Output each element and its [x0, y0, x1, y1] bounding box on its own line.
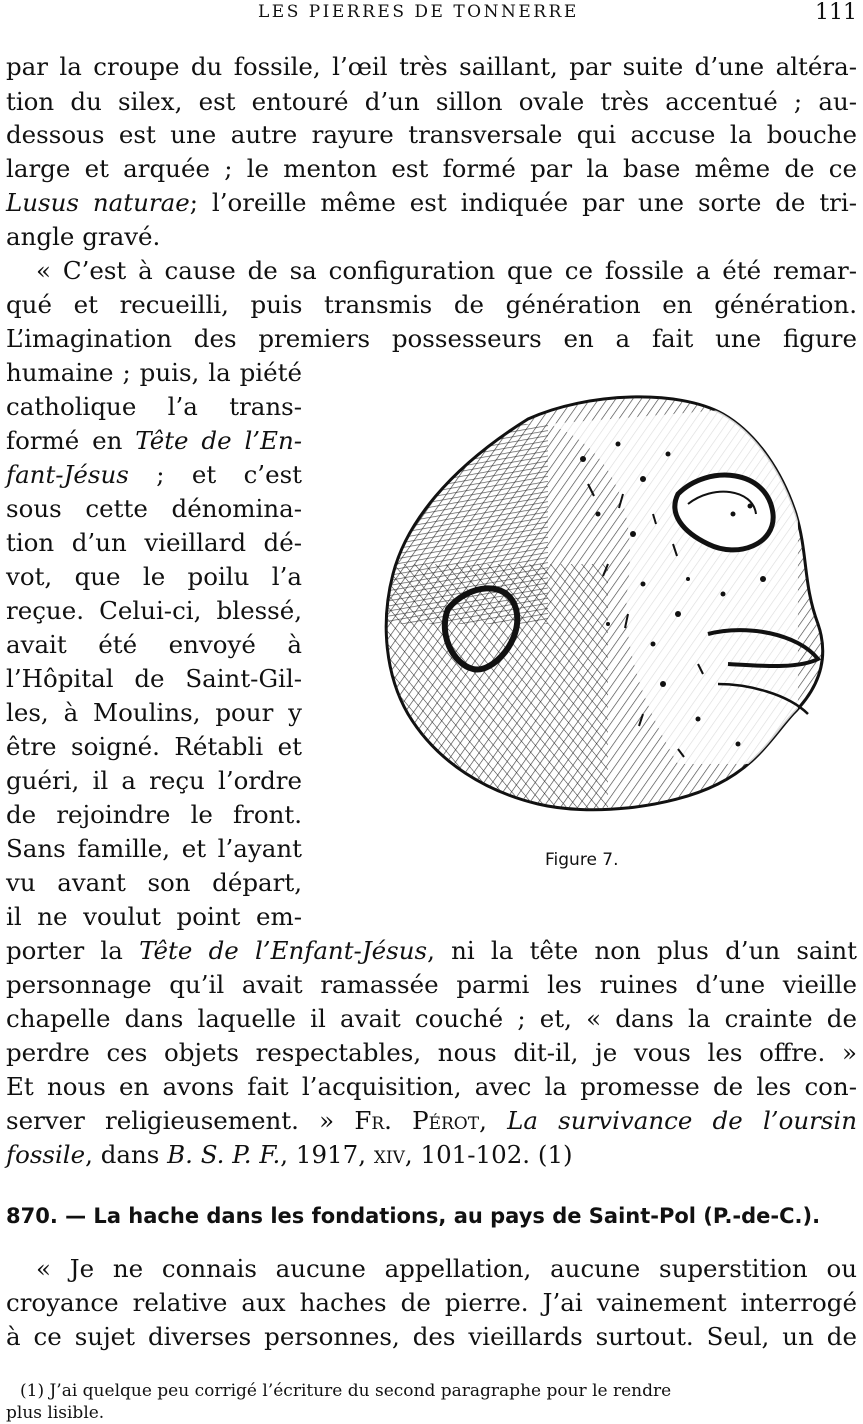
text-line: humaine ; puis, la piété	[6, 358, 302, 387]
text-line: chapelle dans laquelle il avait couché ; et, « dans la crainte de	[6, 1004, 857, 1033]
footnote-line: (1) J’ai quelque peu corrigé l’écriture du second paragraphe pour le rendre	[20, 1381, 672, 1401]
text-line: angle gravé.	[6, 222, 161, 251]
text-line: personnage qu’il avait ramassée parmi les ruines d’une vieille	[6, 970, 857, 999]
text-line: avait été envoyé à	[6, 630, 302, 659]
italic-term: B. S. P. F.	[167, 1140, 281, 1169]
italic-term: La survivance de l’oursin	[507, 1106, 857, 1135]
text-line: perdre ces objets respectables, nous dit-il, je vous les offre. »	[6, 1038, 857, 1067]
text-line: fant-Jésus ; et c’est	[6, 460, 302, 489]
text-line: à ce sujet diverses personnes, des vieillards surtout. Seul, un de	[6, 1322, 857, 1351]
text-line: dessous est une autre rayure transversale qui accuse la bouche	[6, 120, 857, 149]
text-line: vu avant son départ,	[6, 868, 302, 897]
citation-line: fossile, dans B. S. P. F., 1917, xiv, 101-102. (1)	[6, 1140, 573, 1169]
text-line: « Je ne connais aucune appellation, aucune superstition ou	[36, 1254, 857, 1283]
italic-term: Tête de l’Enfant-Jésus	[139, 936, 428, 965]
running-title: LES PIERRES DE TONNERRE	[258, 2, 579, 22]
text-line: large et arquée ; le menton est formé par la base même de ce	[6, 154, 857, 183]
running-header	[0, 0, 863, 28]
text-line: vot, que le poilu l’a	[6, 562, 302, 591]
text-line: sous cette dénomina-	[6, 494, 302, 523]
text-line: croyance relative aux haches de pierre. J’ai vainement interrogé	[6, 1288, 857, 1317]
italic-term: Lusus naturae	[6, 188, 190, 217]
text-line: guéri, il a reçu l’ordre	[6, 766, 302, 795]
text-line: Et nous en avons fait l’acquisition, avec la promesse de les con-	[6, 1072, 857, 1101]
fossil-figure-illustration	[378, 384, 833, 820]
text-line: Lusus naturae; l’oreille même est indiquée par une sorte de tri-	[6, 188, 858, 217]
text-line: Sans famille, et l’ayant	[6, 834, 302, 863]
text-line: tion d’un vieillard dé-	[6, 528, 302, 557]
footnote	[6, 1380, 857, 1424]
text-line: formé en Tête de l’En-	[6, 426, 303, 455]
footnote-reference: (1)	[537, 1140, 573, 1169]
text-line: par la croupe du fossile, l’œil très saillant, par suite d’une altéra-	[6, 52, 857, 81]
citation-volume: xiv	[373, 1140, 405, 1169]
section-heading: 870. — La hache dans les fondations, au pays de Saint-Pol (P.-de-C.).	[6, 1204, 821, 1228]
text-line: reçue. Celui-ci, blessé,	[6, 596, 302, 625]
citation-author: Fr. Pérot	[354, 1106, 480, 1135]
text-line: de rejoindre le front.	[6, 800, 302, 829]
page-number: 111	[815, 0, 857, 25]
text-line: qué et recueilli, puis transmis de génération en génération.	[6, 290, 857, 319]
footnote-line: plus lisible.	[6, 1403, 105, 1423]
italic-term: fant-Jésus	[6, 460, 129, 489]
text-line: « C’est à cause de sa configuration que ce fossile a été remar-	[36, 256, 857, 285]
text-line: être soigné. Rétabli et	[6, 732, 302, 761]
text-line: L’imagination des premiers possesseurs en a fait une figure	[6, 324, 857, 353]
text-line: il ne voulut point em-	[6, 902, 302, 931]
text-line: les, à Moulins, pour y	[6, 698, 302, 727]
italic-term: Tête de l’En-	[135, 426, 303, 455]
text-line: tion du silex, est entouré d’un sillon ovale très accentué ; au-	[6, 87, 857, 116]
text-line: l’Hôpital de Saint-Gil-	[6, 664, 302, 693]
figure-caption: Figure 7.	[545, 850, 619, 870]
citation-line: server religieusement. » Fr. Pérot, La survivance de l’oursin	[6, 1106, 857, 1135]
italic-term: fossile	[6, 1140, 86, 1169]
text-line: porter la Tête de l’Enfant-Jésus, ni la tête non plus d’un saint	[6, 936, 857, 965]
text-line: catholique l’a trans-	[6, 392, 302, 421]
